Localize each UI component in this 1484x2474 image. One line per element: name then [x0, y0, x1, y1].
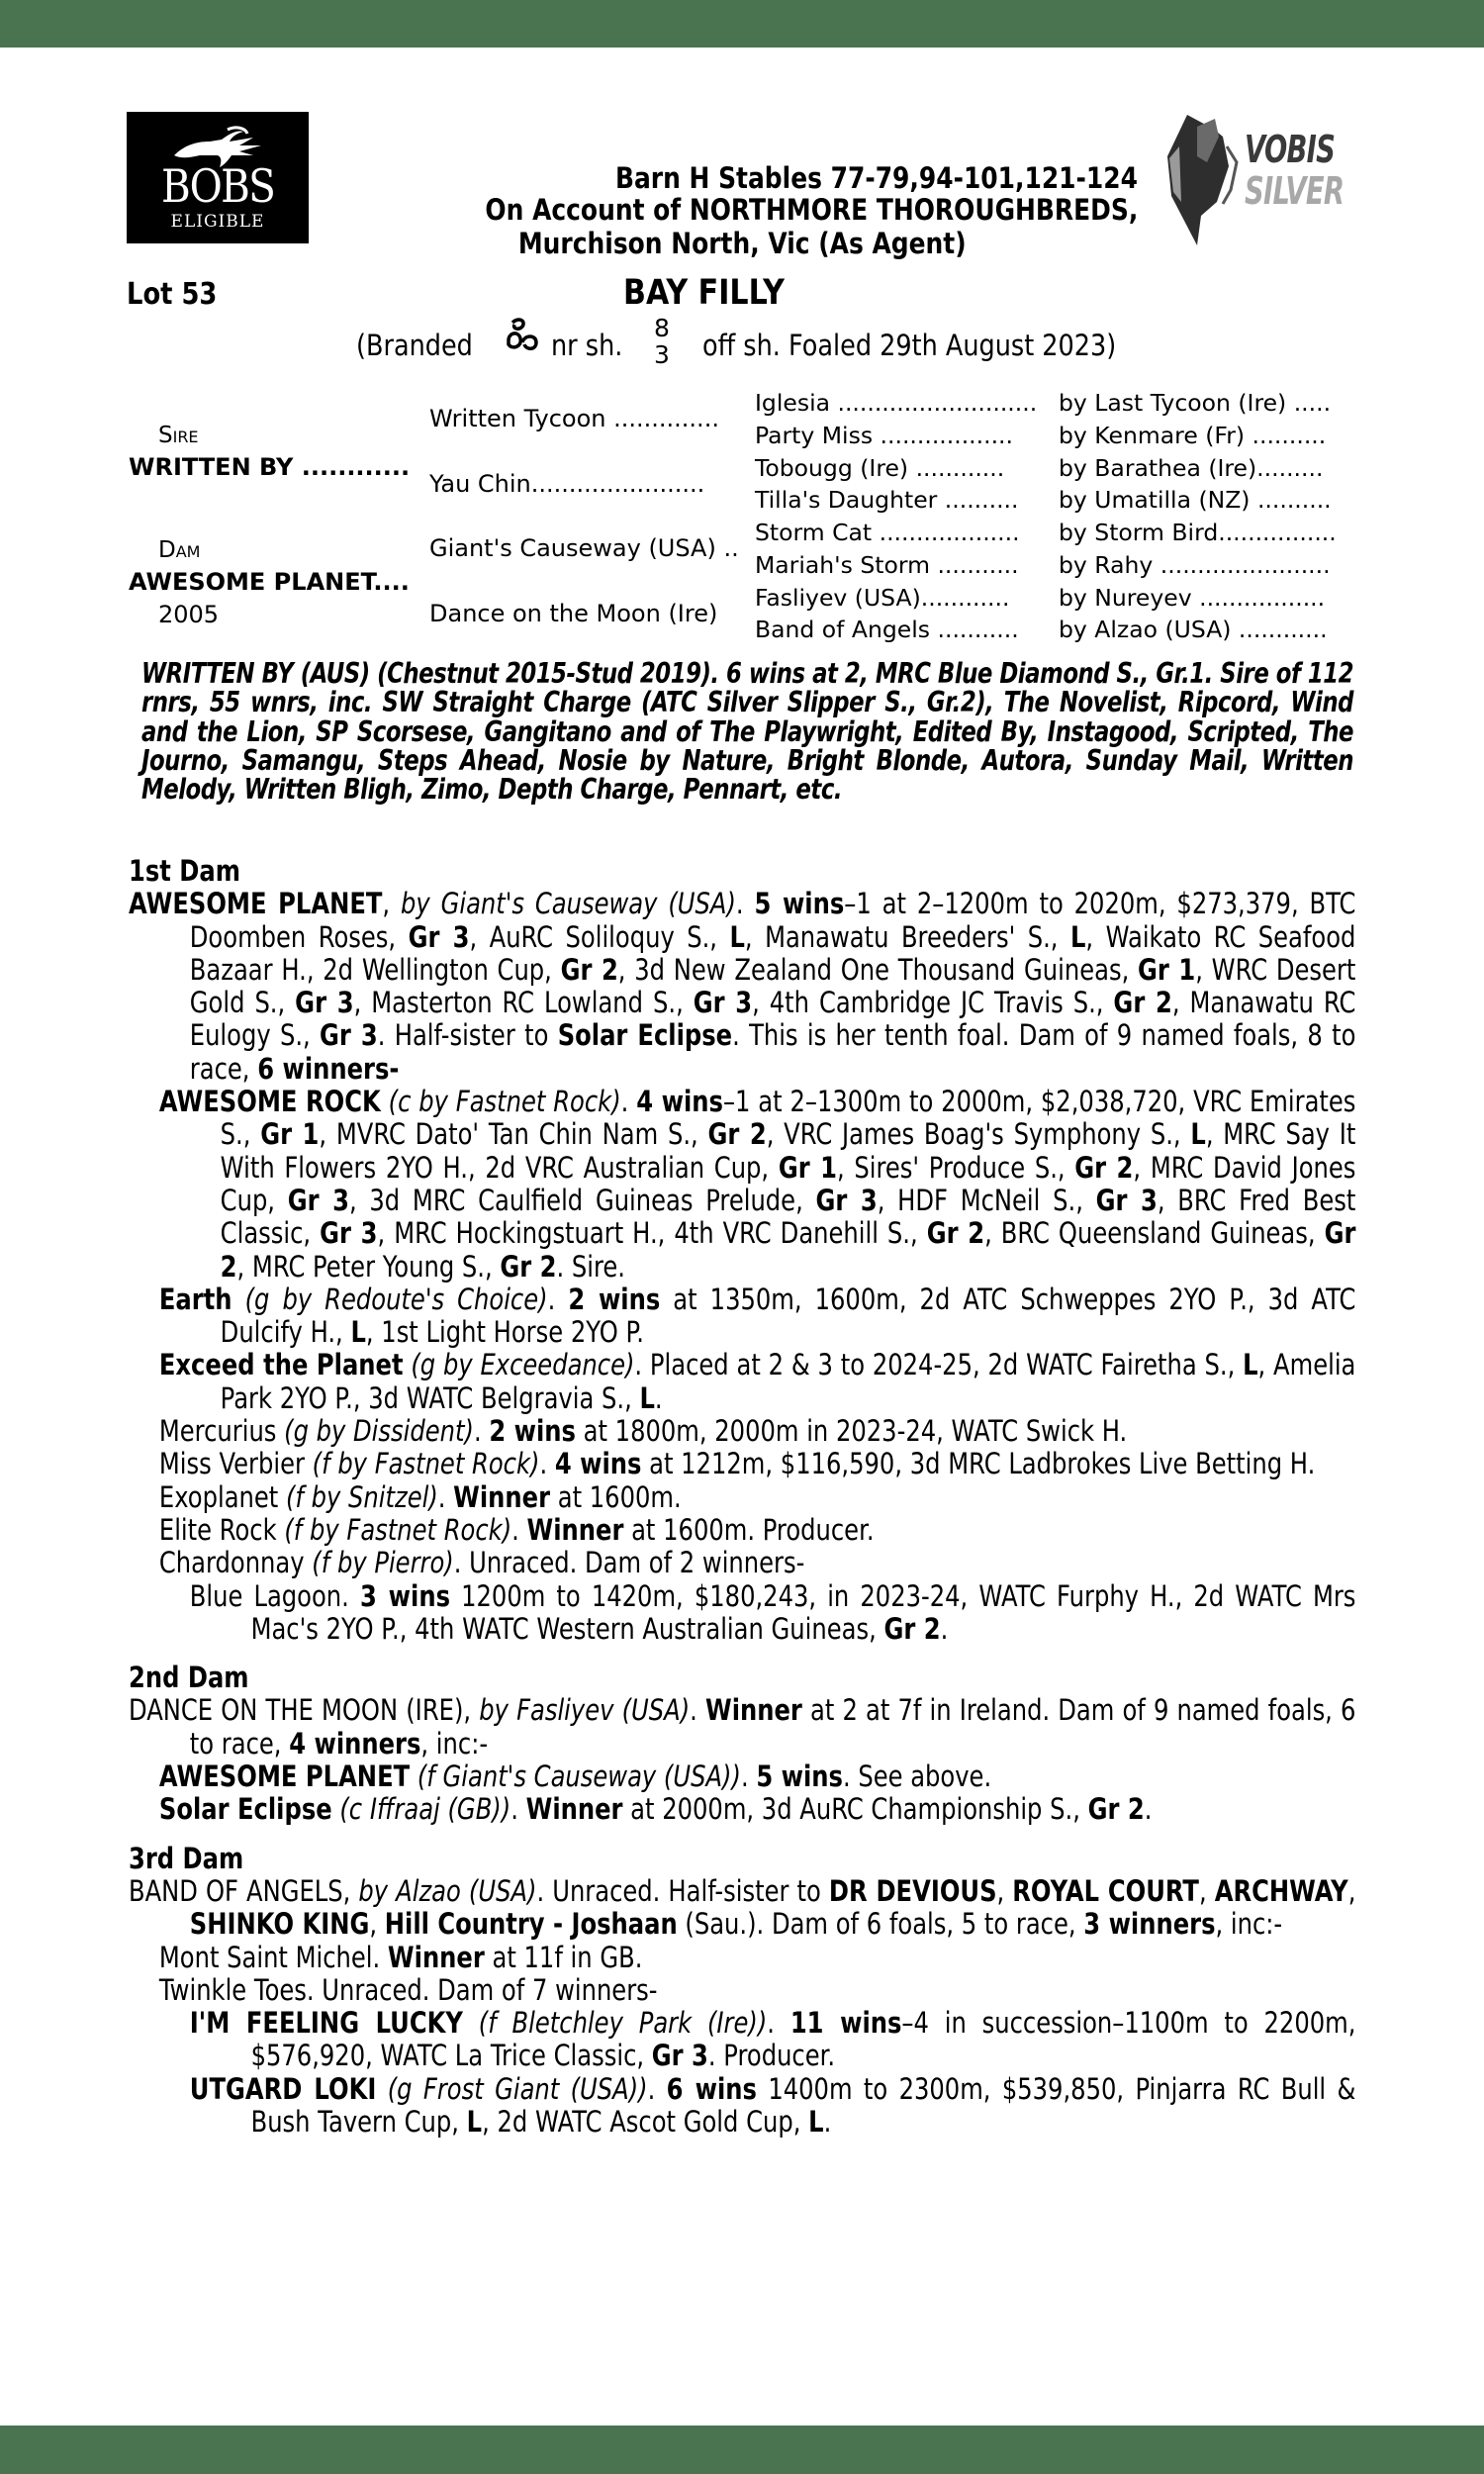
brand-mark-icon [503, 317, 542, 356]
progeny-entry: Earth (g by Redoute's Choice). 2 wins at 1350m, 1600m, 2d ATC Schweppes 2YO P., 3d ATC Dulcify H., L, 1st Light Horse 2YO P. [158, 1282, 1356, 1350]
g3-sire-8: by Alzao (USA) ............ [1059, 616, 1328, 643]
g3-name-1: Iglesia ........................... [755, 389, 1038, 417]
lot-number: Lot 53 [127, 277, 218, 312]
sire-name: WRITTEN BY ............ [129, 453, 411, 481]
header-stables: Barn H Stables 77-79,94-101,121-124 [615, 161, 1138, 195]
g3-name-3: Tobougg (Ire) ............ [755, 454, 1005, 482]
brand-description [356, 327, 489, 362]
progeny-entry: Solar Eclipse (c Iffraaj (GB)). Winner at 2000m, 3d AuRC Championship S., Gr 2. [158, 1792, 1153, 1827]
g3-sire-6: by Rahy ....................... [1059, 551, 1331, 579]
vobis-logo-line2: SILVER [1245, 169, 1345, 213]
g3-name-5: Storm Cat ................... [755, 519, 1020, 546]
sire-label: Sire [158, 423, 199, 448]
grandsire-2: Giant's Causeway (USA) .. [429, 534, 739, 562]
g3-sire-1: by Last Tycoon (Ire) ..... [1059, 389, 1332, 417]
dam-name: AWESOME PLANET.... [129, 568, 410, 596]
third-dam-entry: BAND OF ANGELS, by Alzao (USA). Unraced. Half-sister to DR DEVIOUS, ROYAL COURT, ARCHWAY, SHINKO KING, Hill Country - Joshaan (Sau.). Dam of 6 foals, 5 to race, 3 winners, inc:- [129, 1873, 1356, 1942]
g3-sire-3: by Barathea (Ire)......... [1059, 454, 1324, 482]
sire-summary: WRITTEN BY (AUS) (Chestnut 2015-Stud 2019). 6 wins at 2, MRC Blue Diamond S., Gr.1. Sire of 112 rnrs, 55 wnrs, inc. SW Straight Charge (ATC Silver Slipper S., Gr.2), The Novelist, Ripcord, Wind and the Lion, SP Scorsese, Gangitano and of The Playwright, Edited By, Instagood, Scripted, The Journo, Samangu, Steps Ahead, Nosie by Nature, Bright Blonde, Autora, Sunday Mail, Written Melody, Written Bligh, Zimo, Depth Charge, Pennart, etc. [141, 657, 1353, 807]
header-vendor: On Account of NORTHMORE THOROUGHBREDS, [485, 193, 1138, 227]
bobs-eligible-logo [127, 112, 309, 243]
progeny-entry: Exceed the Planet (g by Exceedance). Placed at 2 & 3 to 2024-25, 2d WATC Fairetha S., L, Amelia Park 2YO P., 3d WATC Belgravia S., L. [158, 1348, 1356, 1415]
granddam-2: Dance on the Moon (Ire) [429, 600, 718, 627]
progeny-entry: Miss Verbier (f by Fastnet Rock). 4 wins at 1212m, $116,590, 3d MRC Ladbrokes Live Betting H. [158, 1447, 1316, 1481]
g3-name-4: Tilla's Daughter .......... [755, 486, 1019, 514]
progeny-entry: Twinkle Toes. Unraced. Dam of 7 winners- [158, 1972, 658, 2007]
first-dam-heading: 1st Dam [129, 854, 240, 888]
granddam-1: Yau Chin....................... [429, 470, 705, 498]
brand-suffix: off sh. Foaled 29th August 2023) [702, 329, 1117, 362]
second-dam-entry: DANCE ON THE MOON (IRE), by Fasliyev (USA). Winner at 2 at 7f in Ireland. Dam of 9 named foals, 6 to race, 4 winners, inc:- [129, 1693, 1356, 1760]
brand-prefix: (Branded [356, 329, 473, 362]
vobis-silver-logo [1158, 107, 1355, 250]
top-color-band [0, 0, 1484, 48]
g3-sire-5: by Storm Bird................ [1059, 519, 1337, 546]
brand-mid: nr sh. [551, 329, 623, 362]
bottom-color-band [0, 2426, 1484, 2474]
progeny-entry: Elite Rock (f by Fastnet Rock). Winner at 1600m. Producer. [158, 1512, 875, 1547]
dam-label: Dam [158, 537, 201, 563]
g3-name-7: Fasliyev (USA)............ [755, 584, 1010, 612]
dam-year: 2005 [158, 601, 220, 628]
brand-fraction-top: 8 [654, 314, 670, 342]
grand-progeny-entry: UTGARD LOKI (g Frost Giant (USA)). 6 wins 1400m to 2300m, $539,850, Pinjarra RC Bull & Bush Tavern Cup, L, 2d WATC Ascot Gold Cup, L. [189, 2071, 1356, 2139]
progeny-entry: AWESOME ROCK (c by Fastnet Rock). 4 wins–1 at 2–1300m to 2000m, $2,038,720, VRC Emirates S., Gr 1, MVRC Dato' Tan Chin Nam S., Gr 2, VRC James Boag's Symphony S., L, MRC Say It With Flowers 2YO H., 2d VRC Australian Cup, Gr 1, Sires' Produce S., Gr 2, MRC David Jones Cup, Gr 3, 3d MRC Caulfield Guineas Prelude, Gr 3, HDF McNeil S., Gr 3, BRC Fred Best Classic, Gr 3, MRC Hockingstuart H., 4th VRC Danehill S., Gr 2, BRC Queensland Guineas, Gr 2, MRC Peter Young S., Gr 2. Sire. [158, 1085, 1356, 1284]
bobs-logo-subtitle: ELIGIBLE [170, 212, 265, 232]
g3-sire-4: by Umatilla (NZ) .......... [1059, 486, 1332, 514]
brand-fraction [651, 315, 673, 368]
g3-name-6: Mariah's Storm ........... [755, 551, 1019, 579]
g3-sire-7: by Nureyev ................. [1059, 584, 1326, 612]
third-dam-heading: 3rd Dam [129, 1841, 244, 1875]
header-location: Murchison North, Vic (As Agent) [517, 227, 967, 260]
bobs-logo-word: BOBS [160, 159, 275, 213]
vobis-logo-line1: VOBIS [1245, 128, 1336, 171]
brand-fraction-bottom: 3 [654, 340, 670, 369]
grandsire-1: Written Tycoon .............. [429, 405, 719, 432]
second-dam-heading: 2nd Dam [129, 1661, 249, 1695]
g3-sire-2: by Kenmare (Fr) .......... [1059, 422, 1327, 449]
progeny-entry: Exoplanet (f by Snitzel). Winner at 1600m. [158, 1479, 682, 1514]
progeny-entry: Mercurius (g by Dissident). 2 wins at 1800m, 2000m in 2023-24, WATC Swick H. [158, 1414, 1128, 1449]
progeny-entry: Chardonnay (f by Pierro). Unraced. Dam of 2 winners- [158, 1546, 805, 1580]
g3-name-2: Party Miss .................. [755, 422, 1013, 449]
progeny-entry: Mont Saint Michel. Winner at 11f in GB. [158, 1940, 643, 1974]
vobis-rider-icon [1158, 107, 1247, 250]
g3-name-8: Band of Angels ........... [755, 616, 1019, 643]
first-dam-entry: AWESOME PLANET, by Giant's Causeway (USA). 5 wins–1 at 2–1200m to 2020m, $273,379, BTC Doomben Roses, Gr 3, AuRC Soliloquy S., L, Manawatu Breeders' S., L, Waikato RC Seafood Bazaar H., 2d Wellington Cup, Gr 2, 3d New Zealand One Thousand Guineas, Gr 1, WRC Desert Gold S., Gr 3, Masterton RC Lowland S., Gr 3, 4th Cambridge JC Travis S., Gr 2, Manawatu RC Eulogy S., Gr 3. Half-sister to Solar Eclipse. This is her tenth foal. Dam of 9 named foals, 8 to race, 6 winners- [129, 887, 1356, 1086]
dam-sections [129, 855, 1355, 2139]
lot-title: BAY FILLY [623, 273, 785, 313]
progeny-entry: AWESOME PLANET (f Giant's Causeway (USA)). 5 wins. See above. [158, 1760, 992, 1794]
grand-progeny-entry: Blue Lagoon. 3 wins 1200m to 1420m, $180,243, in 2023-24, WATC Furphy H., 2d WATC Mrs Mac's 2YO P., 4th WATC Western Australian Guineas, Gr 2. [189, 1578, 1356, 1646]
grand-progeny-entry: I'M FEELING LUCKY (f Bletchley Park (Ire)). 11 wins–4 in succession–1100m to 2200m, $576,920, WATC La Trice Classic, Gr 3. Producer. [189, 2006, 1356, 2073]
